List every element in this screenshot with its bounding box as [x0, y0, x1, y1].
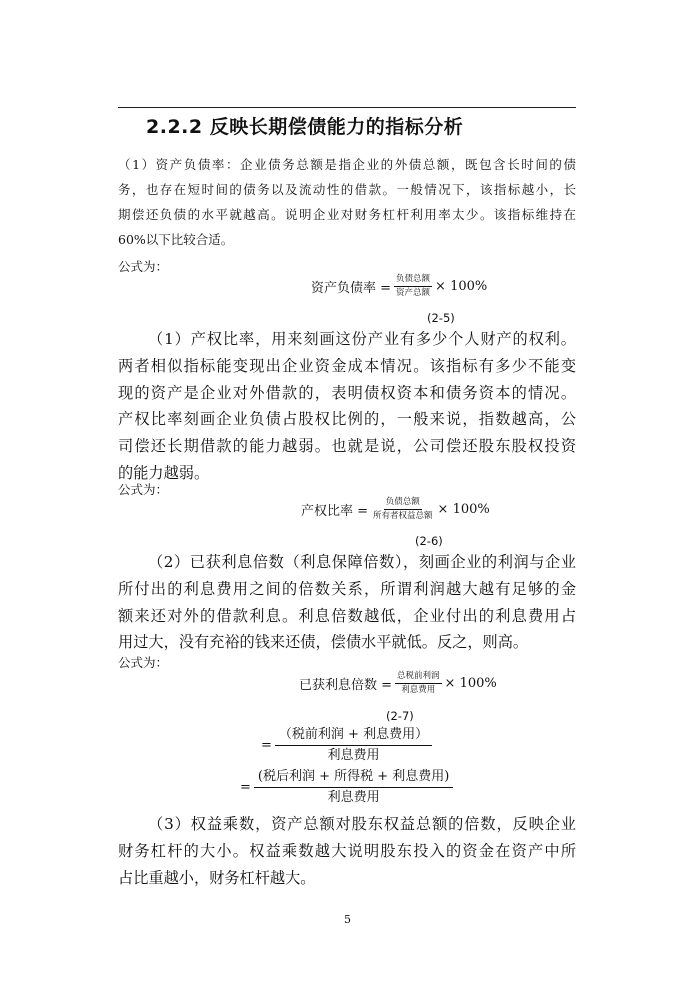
fraction-denominator: 资产总额 — [396, 288, 431, 298]
text-line: 两者相似指标能变现出企业资金成本情况。该指标有多少不能变 — [118, 356, 576, 375]
paragraph-debt-ratio — [118, 152, 576, 252]
formula-lhs: 已获利息倍数 = — [299, 678, 393, 693]
text-line: 额来还对外的借款利息。利息倍数越低，企业付出的利息费用占 — [118, 606, 576, 625]
fraction — [371, 497, 435, 522]
fraction-denominator: 利息费用 — [327, 748, 380, 763]
text-line: 现的资产是企业对外借款的，表明债权资本和债务资本的情况。 — [118, 383, 576, 402]
text-line: （1）资产负债率：企业债务总额是指企业的外债总额，既包含长时间的债 — [118, 157, 576, 172]
formula-label: 公式为： — [118, 655, 169, 670]
paragraph-interest-coverage — [118, 549, 576, 656]
text-line: 占比重越小，财务杠杆越大。 — [118, 868, 316, 887]
fraction — [275, 725, 432, 766]
formula-lhs: 产权比率 = — [301, 504, 369, 519]
formula-equals: = — [240, 780, 251, 795]
equation-number: (2-6) — [415, 534, 443, 548]
formula-label: 公式为： — [118, 259, 169, 274]
page-number: 5 — [344, 913, 351, 926]
text-line: 用过大，没有充裕的钱来还债，偿债水平就低。反之，则高。 — [118, 633, 529, 652]
formula-equals: = — [261, 738, 272, 753]
fraction-denominator: 利息费用 — [327, 790, 380, 805]
text-line: 司偿还长期借款的能力越弱。也就是说，公司偿还股东股权投资 — [118, 437, 576, 456]
text-line: 财务杠杆的大小。权益乘数越大说明股东投入的资金在资产中所 — [118, 841, 576, 860]
formula-interest-coverage — [299, 671, 497, 696]
fraction-denominator: 所有者权益总额 — [373, 511, 433, 521]
fraction-numerator: 负债总额 — [384, 497, 422, 510]
fraction — [254, 767, 453, 808]
formula-lhs: 资产负债率 = — [311, 281, 392, 296]
paragraph-equity-multiplier — [118, 811, 576, 891]
fraction-denominator: 利息费用 — [401, 685, 436, 695]
text-line: （2）已获利息倍数（利息保障倍数），刻画企业的利润与企业 — [148, 553, 576, 571]
text-line: 务，也存在短时间的债务以及流动性的借款。一般情况下，该指标越小，长 — [118, 182, 576, 197]
formula-tail: × 100% — [444, 676, 497, 691]
paragraph-equity-ratio — [118, 326, 576, 487]
formula-tail: × 100% — [435, 279, 488, 294]
text-line: 60%以下比较合适。 — [118, 232, 234, 247]
fraction — [394, 274, 432, 299]
fraction-numerator: （税前利润 + 利息费用） — [275, 725, 432, 746]
fraction-numerator: (税后利润 + 所得税 + 利息费用) — [254, 767, 453, 788]
fraction-numerator: 负债总额 — [394, 274, 432, 287]
section-heading: 2.2.2 反映长期偿债能力的指标分析 — [146, 116, 464, 138]
header-rule — [118, 107, 576, 108]
fraction-numerator: 总税前利润 — [395, 671, 442, 684]
fraction — [395, 671, 442, 696]
formula-label: 公式为： — [118, 482, 169, 497]
formula-debt-ratio — [311, 274, 487, 299]
text-line: 的能力越弱。 — [118, 463, 210, 482]
equation-number: (2-5) — [427, 311, 455, 325]
formula-equity-ratio — [301, 497, 490, 522]
text-line: （3）权益乘数，资产总额对股东权益总额的倍数，反映企业 — [148, 815, 576, 833]
text-line: 产权比率刻画企业负债占股权比例的，一般来说，指数越高，公 — [118, 410, 576, 429]
text-line: 所付出的利息费用之间的倍数关系，所谓利润越大越有足够的金 — [118, 579, 576, 598]
equation-number: (2-7) — [386, 709, 414, 723]
formula-expansion-2 — [240, 767, 456, 808]
text-line: （1）产权比率，用来刻画这份产业有多少个人财产的权利。 — [148, 330, 576, 348]
text-line: 期偿还负债的水平就越高。说明企业对财务杠杆利用率太少。该指标维持在 — [118, 207, 576, 222]
formula-tail: × 100% — [437, 502, 490, 517]
formula-expansion-1 — [261, 725, 435, 766]
